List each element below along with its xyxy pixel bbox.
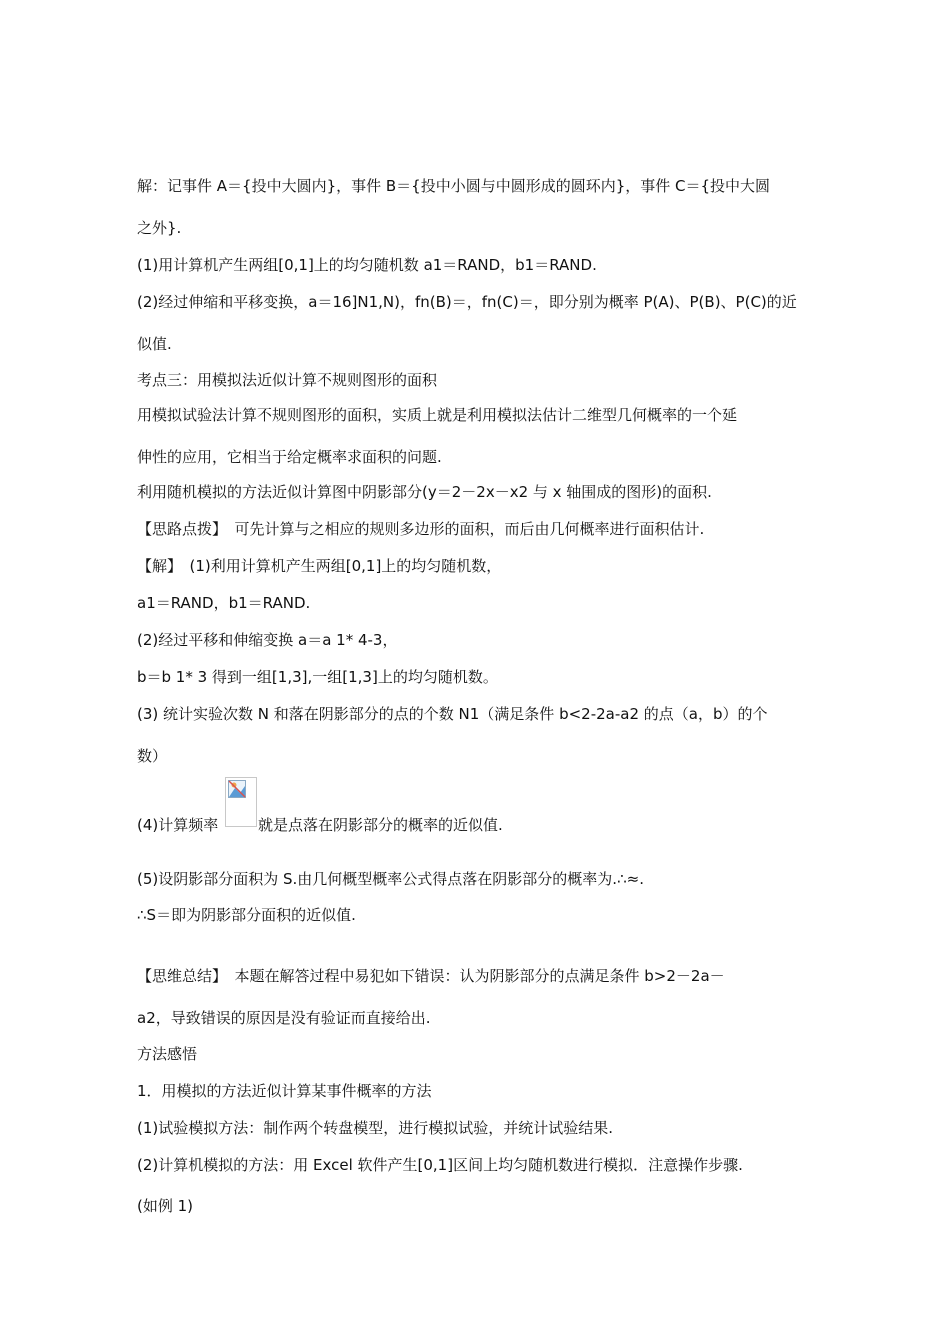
paragraph-line: 【思维总结】 本题在解答过程中易犯如下错误：认为阴影部分的点满足条件 b>2－2a－ [137, 967, 725, 985]
paragraph-line: 利用随机模拟的方法近似计算图中阴影部分(y＝2－2x－x2 与 x 轴围成的图形)的面积. [137, 483, 712, 501]
paragraph-line: a1＝RAND，b1＝RAND. [137, 594, 311, 612]
paragraph-line: 就是点落在阴影部分的概率的近似值. [258, 816, 503, 834]
paragraph-line: a2，导致错误的原因是没有验证而直接给出. [137, 1009, 431, 1027]
paragraph-line: 伸性的应用，它相当于给定概率求面积的问题. [137, 448, 442, 466]
paragraph-line: (3) 统计实验次数 N 和落在阴影部分的点的个数 N1（满足条件 b<2-2a-a2 的点（a，b）的个 [137, 705, 768, 723]
paragraph-line: (2)经过伸缩和平移变换，a＝16]N1,N)，fn(B)＝，fn(C)＝，即分别为概率 P(A)、P(B)、P(C)的近 [137, 293, 797, 311]
paragraph-line: (2)经过平移和伸缩变换 a＝a 1* 4-3， [137, 631, 398, 649]
paragraph-line: 似值. [137, 335, 172, 353]
paragraph-line: (1)用计算机产生两组[0,1]上的均匀随机数 a1＝RAND，b1＝RAND. [137, 256, 597, 274]
paragraph-line: (5)设阴影部分面积为 S.由几何概型概率公式得点落在阴影部分的概率为.∴≈. [137, 870, 644, 888]
paragraph-line: (如例 1) [137, 1197, 194, 1215]
section-heading: 方法感悟 [137, 1045, 198, 1063]
paragraph-line: (1)试验模拟方法：制作两个转盘模型，进行模拟试验，并统计试验结果. [137, 1119, 614, 1137]
image-placeholder-icon [228, 780, 246, 798]
paragraph-line: b＝b 1* 3 得到一组[1,3],一组[1,3]上的均匀随机数。 [137, 668, 498, 686]
section-heading: 考点三：用模拟法近似计算不规则图形的面积 [137, 371, 438, 389]
broken-image-icon [225, 777, 257, 827]
paragraph-line: 解：记事件 A＝{投中大圆内}，事件 B＝{投中小圆与中圆形成的圆环内}，事件 C＝{投中大圆 [137, 177, 771, 195]
paragraph-line: 数） [137, 747, 168, 765]
paragraph-line: 【解】 (1)利用计算机产生两组[0,1]上的均匀随机数， [137, 557, 502, 575]
paragraph-line: (4)计算频率 [137, 816, 219, 834]
paragraph-line: 用模拟试验法计算不规则图形的面积，实质上就是利用模拟法估计二维型几何概率的一个延 [137, 406, 738, 424]
paragraph-line: 之外}. [137, 219, 182, 237]
paragraph-line: ∴S＝即为阴影部分面积的近似值. [137, 906, 356, 924]
paragraph-line: 1．用模拟的方法近似计算某事件概率的方法 [137, 1082, 432, 1100]
paragraph-line: 【思路点拨】 可先计算与之相应的规则多边形的面积，而后由几何概率进行面积估计. [137, 520, 705, 538]
paragraph-line: (2)计算机模拟的方法：用 Excel 软件产生[0,1]区间上均匀随机数进行模拟．注意操作步骤. [137, 1156, 743, 1174]
